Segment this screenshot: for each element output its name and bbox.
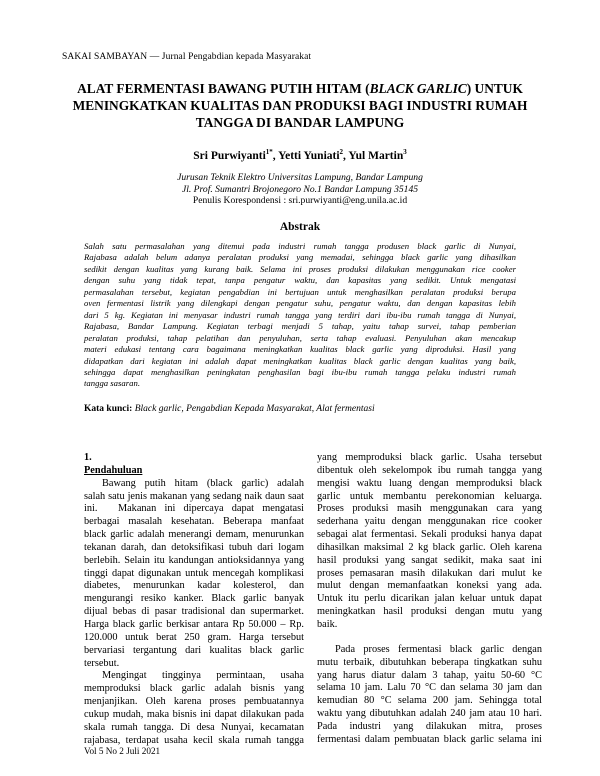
- paragraph-line: rajabasa, terdapat usaha kecil skala rumah tangga: [84, 734, 304, 746]
- paragraph-line: Bawang putih hitam (black garlic) adalah: [102, 477, 304, 489]
- section-number: 1.: [84, 452, 92, 463]
- paragraph-line: menjanjikan. Oleh karena proses pembuatannya: [84, 696, 304, 708]
- keywords-label: Kata kunci:: [84, 404, 133, 414]
- paragraph-line: 120.000 untuk berat 250 gram. Harga tersebut: [84, 631, 304, 643]
- paper-title: [60, 80, 540, 131]
- abstract-line: permasalahan tersebut, kegiatan pengabdian ini bertujuan untuk menghasilkan peralatan produksi berupa: [84, 286, 516, 297]
- title-line-1-prefix: ALAT FERMENTASI BAWANG PUTIH HITAM (: [77, 81, 370, 96]
- paragraph-line: Untuk itu perlu dicarikan jalan keluar untuk dapat: [317, 593, 542, 605]
- title-line-1-suffix: ) UNTUK: [466, 81, 523, 96]
- paragraph-line: berlebih. Selain itu kandungan antioksidannya yang: [84, 554, 304, 566]
- paragraph-line: berbagai masalah kesehatan. Beberapa manfaat: [84, 516, 304, 528]
- author-1: Sri Purwiyanti: [193, 149, 266, 162]
- section-title: Pendahuluan: [84, 464, 143, 476]
- paragraph-line: baik.: [317, 618, 338, 630]
- paragraph-line: dibentuk oleh sekelompok ibu rumah tangga yang: [317, 464, 542, 476]
- paragraph-line: tersebut.: [84, 657, 120, 669]
- paragraph-gap: [317, 632, 542, 644]
- paragraph-line: tekanan darah, dan detoksifikasi tubuh dari logam: [84, 541, 304, 553]
- abstract-line: dengan suhu yang tidak tepat, tanpa pengatur waktu, dan kapasitas yang sedikit. Untuk mengatasi: [84, 275, 516, 286]
- paragraph-line: garlic untuk membantu perekonomian keluarga.: [317, 490, 542, 502]
- author-separator: ,: [272, 149, 279, 162]
- abstract-line: oven fermentasi listrik yang dilengkapi dengan pengatur suhu, pengatur waktu, dan dengan kapasitas lebih: [84, 298, 516, 309]
- paragraph-line: kemudian 80 °C selama 200 jam. Sehingga total: [317, 695, 542, 707]
- paragraph-line: selama 10 jam. Lalu 70 °C dan selama 30 jam dan: [317, 682, 542, 694]
- paragraph-line: skala rumah tangga. Di desa Nunyai, kecamatan: [84, 721, 304, 733]
- abstract-line: sehingga dapat menghasilkan peningkatan penghasilan bagi ibu-ibu rumah tangga pelaku industri rumah: [84, 366, 516, 377]
- paragraph-line: cukup mudah, maka bisnis ini dapat dilakukan pada: [84, 708, 304, 720]
- paragraph-line: Proses produksi masih menggunakan cara yang: [317, 503, 542, 515]
- paragraph-line: mengisi waktu luang dengan memproduksi black: [317, 477, 542, 489]
- abstract-heading: Abstrak: [279, 221, 321, 233]
- title-line-1: [60, 80, 540, 97]
- author-3-mark: 3: [403, 148, 407, 156]
- abstract-line: dari 5 kg. Kegiatan ini menyasar industri rumah tangga yang terdiri dari ibu-ibu rumah tangga di Nunyai,: [84, 309, 516, 320]
- paragraph-line: proses pemasaran masih dilakukan dari mulut ke: [317, 567, 542, 579]
- abstract-line: Salah satu permasalahan yang ditemui pada industri rumah tangga produsen black garlic di Nunyai,: [84, 241, 516, 251]
- paragraph-line: Harga black garlic berkisar antara Rp 50.000 – Rp.: [84, 618, 304, 630]
- paragraph-line: dijual bebas di pasar tradisional dan supermarket.: [84, 606, 304, 618]
- paragraph-line: Mengingat tingginya permintaan, usaha: [102, 670, 304, 682]
- paragraph-line: memproduksi black garlic adalah bisnis yang: [84, 683, 304, 695]
- paragraph-line: hasil produksi yang sangat sedikit, maka saat ini: [317, 554, 542, 566]
- paragraph-line: Pada industri yang dilakukan mitra, proses: [317, 720, 542, 732]
- abstract-line: materi edukasi tentang cara bagaimana meningkatkan kualitas black garlic yang diproduksi. Hasil yang: [84, 344, 516, 355]
- paragraph-line: meningkatkan hasil produksi dengan mutu yang: [317, 606, 542, 618]
- author-2: Yetti Yuniati: [278, 149, 340, 162]
- paragraph-line: sederhana yaitu dengan menggunakan rice cooker: [317, 516, 542, 528]
- abstract-line: peralatan produksi, tahap pelatihan dan penyuluhan, serta tahap evaluasi. Penyuluhan akan mencakup: [84, 332, 516, 343]
- paragraph-line: Pada proses fermentasi black garlic dengan: [335, 643, 542, 655]
- title-line-3: TANGGA DI BANDAR LAMPUNG: [195, 115, 405, 130]
- corresponding-author-email: Penulis Korespondensi : sri.purwiyanti@eng.unila.ac.id: [192, 195, 408, 207]
- affiliation-block: [60, 172, 540, 207]
- author-3: Yul Martin: [348, 149, 404, 162]
- section-heading-introduction: [84, 452, 304, 478]
- journal-running-header: SAKAI SAMBAYAN — Jurnal Pengabdian kepada Masyarakat: [62, 52, 312, 62]
- abstract-line: sedikit dengan kualitas yang kurang baik. Selama ini proses produksi dilakukan menggunakan rice cooker: [84, 263, 516, 274]
- paragraph-line: mengurangi resiko kanker. Black garlic banyak: [84, 593, 304, 605]
- abstract-line: Rajabasa adalah belum adanya peralatan produksi yang memadai, sehingga black garlic yang dihasilkan: [84, 252, 516, 263]
- paragraph-line: salah satu jenis makanan yang sedang naik daun saat: [84, 490, 304, 502]
- paragraph-line: dihasilkan maksimal 2 kg black garlic. Oleh karena: [317, 541, 542, 553]
- paragraph-line: tinggi dapat digunakan untuk mencegah komplikasi: [84, 567, 304, 579]
- paragraph-line: yang memproduksi black garlic. Usaha tersebut: [317, 452, 542, 463]
- author-separator: ,: [343, 149, 349, 162]
- paragraph-line: yang harus diatur dalam 3 tahap, yaitu 50-60 °C: [317, 669, 542, 681]
- author-list: [60, 148, 540, 162]
- author-2-mark: 2: [339, 148, 344, 156]
- keywords-value: Black garlic, Pengabdian Kepada Masyarakat, Alat fermentasi: [132, 404, 375, 414]
- right-text-column: [317, 452, 542, 747]
- left-text-column: [84, 452, 304, 747]
- paragraph-line: mulut dengan memanfaatkan koneksi yang ada.: [317, 580, 542, 592]
- abstract-line: didapatkan dari kegiatan ini adalah dapat meningkatkan kualitas black garlic dengan kualitas yang baik,: [84, 355, 516, 366]
- abstract-line: Rajabasa, Bandar Lampung. Kegiatan terbagi menjadi 5 tahap, yaitu tahap survei, tahap pemberian: [84, 321, 516, 332]
- affiliation-department: Jurusan Teknik Elektro Universitas Lampung, Bandar Lampung: [177, 172, 423, 183]
- paragraph-line: mutu terbaik, dibutuhkan beberapa tingkatkan suhu: [317, 656, 542, 668]
- paragraph-line: ini. Makanan ini dipercaya dapat mengatasi: [84, 503, 304, 515]
- paragraph-line: diabetes, menurunkan kadar kolesterol, dan: [84, 580, 304, 592]
- abstract-line: tangga sasaran.: [84, 378, 140, 389]
- title-line-1-italic: BLACK GARLIC: [369, 81, 467, 96]
- title-line-2: MENINGKATKAN KUALITAS DAN PRODUKSI BAGI INDUSTRI RUMAH: [72, 98, 528, 113]
- affiliation-address: Jl. Prof. Sumantri Brojonegoro No.1 Bandar Lampung 35145: [181, 183, 419, 195]
- abstract-body: [84, 241, 516, 390]
- paragraph-line: black garlic adalah menerangi demam, menurunkan: [84, 529, 304, 541]
- keywords-line: [84, 404, 524, 414]
- paragraph-line: fermentasi dalam pembuatan black garlic selama ini: [317, 733, 542, 745]
- paragraph-line: waktu yang dibutuhkan adalah 240 jam atau 10 hari.: [317, 708, 542, 720]
- page-footer-issue: Vol 5 No 2 Juli 2021: [84, 746, 161, 756]
- paragraph-line: sebagai alat fermentasi. Sekali produksi hanya dapat: [317, 529, 542, 541]
- paragraph-line: bervariasi tergantung dari kualitas black garlic: [84, 644, 304, 656]
- author-1-mark: 1*: [265, 148, 273, 156]
